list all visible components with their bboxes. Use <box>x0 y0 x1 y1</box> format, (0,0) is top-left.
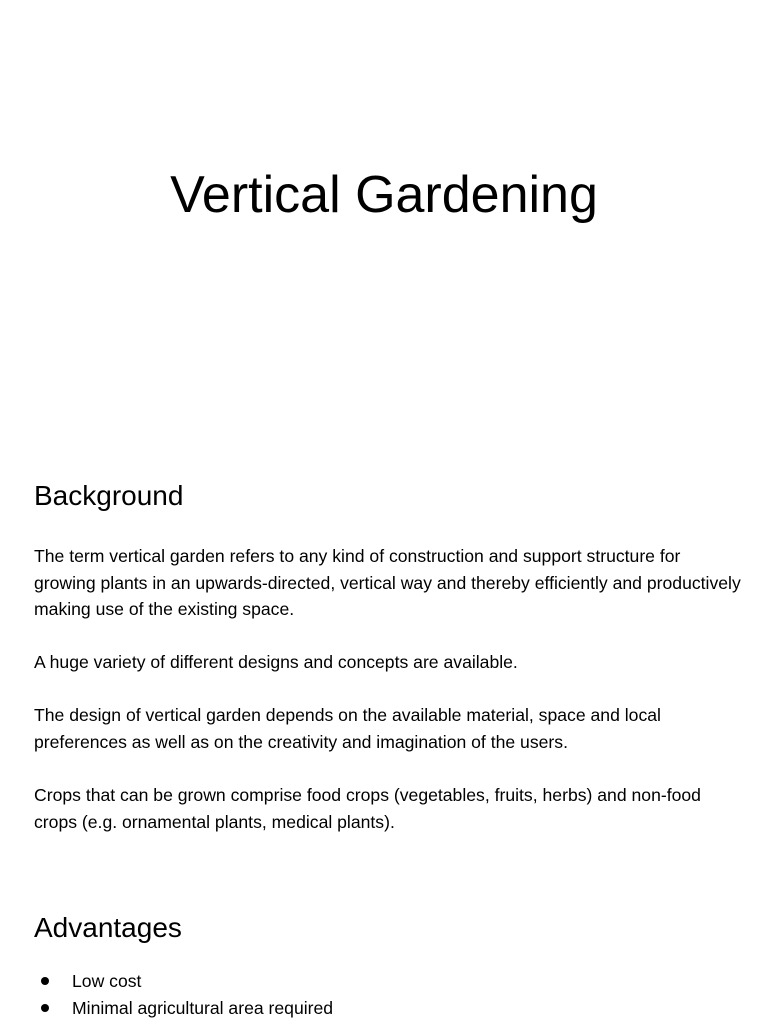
list-item <box>34 995 333 1022</box>
background-paragraph-1: The term vertical garden refers to any kind of construction and support structure for growing plants in an upwards-directed, vertical way and thereby efficiently and productively making use of the existing space. <box>34 546 741 619</box>
list-item-text: Low cost <box>72 971 142 991</box>
bullet-icon <box>41 1004 49 1012</box>
list-item-text: Minimal agricultural area required <box>72 997 334 1018</box>
background-paragraph-4: Crops that can be grown comprise food crops (vegetables, fruits, herbs) and non-food crops (e.g. ornamental plants, medical plants). <box>34 785 701 832</box>
background-paragraph-2: A huge variety of different designs and concepts are available. <box>34 652 518 672</box>
list-item <box>34 968 333 995</box>
section-heading-background: Background <box>34 480 184 511</box>
section-heading-advantages: Advantages <box>34 912 182 943</box>
bullet-icon <box>41 977 49 985</box>
advantages-list <box>34 968 333 1021</box>
background-paragraph-3: The design of vertical garden depends on the available material, space and local preferences as well as on the creativity and imagination of the users. <box>34 705 661 752</box>
document-title: Vertical Gardening <box>170 166 598 224</box>
